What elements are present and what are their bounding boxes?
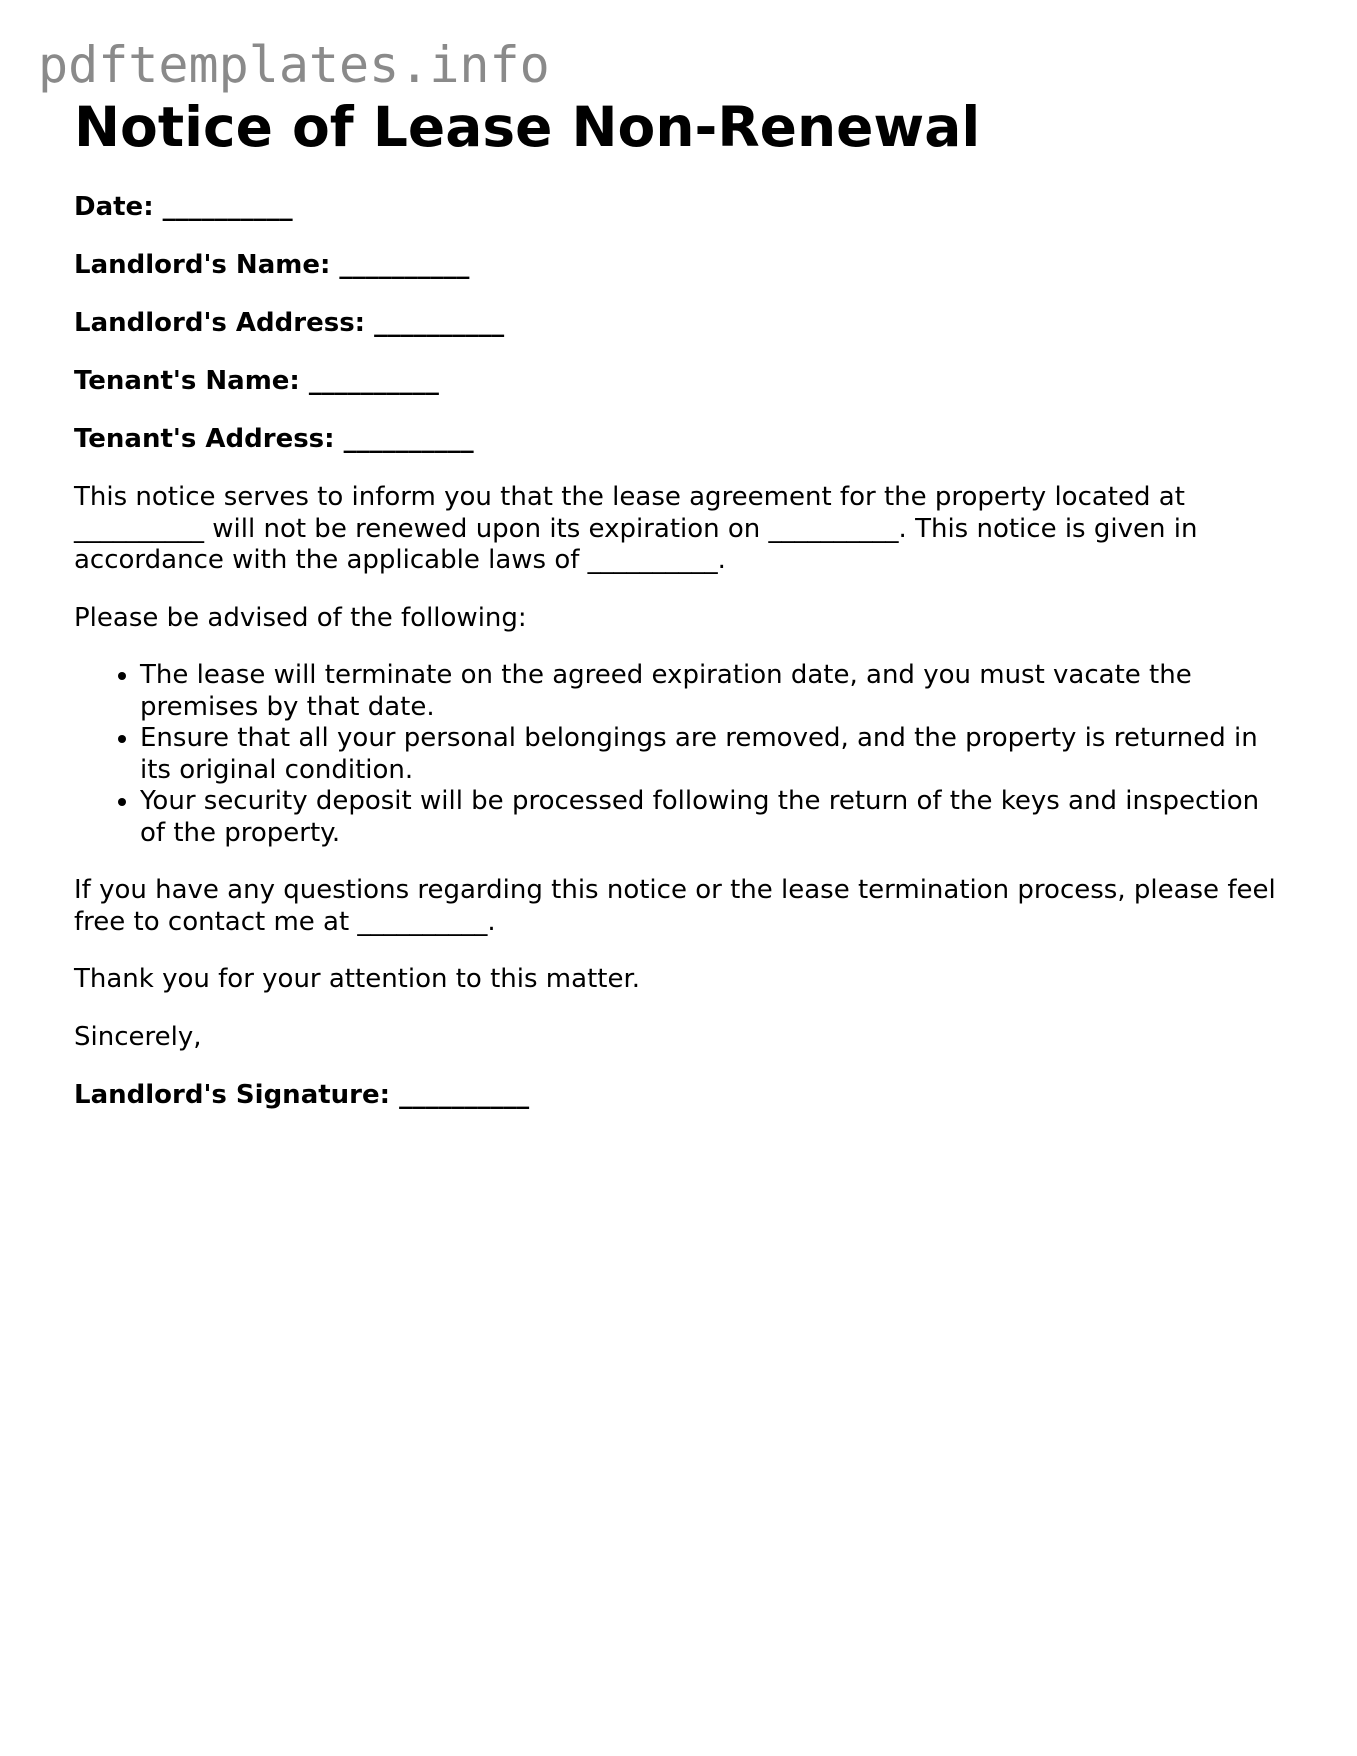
signature-field: Landlord's Signature: __________ bbox=[74, 1080, 530, 1110]
tenant-name-field: Tenant's Name: __________ bbox=[74, 366, 439, 396]
advised-paragraph: Please be advised of the following: bbox=[74, 602, 527, 633]
document-page bbox=[74, 96, 1284, 1110]
intro-paragraph: This notice serves to inform you that the lease agreement for the property located at __________ will not be renewed upon its expiration on __________. This notice is given in accordance with the applicable laws of __________. bbox=[74, 482, 1198, 575]
date-field: Date: __________ bbox=[74, 192, 293, 222]
landlord-address-field: Landlord's Address: __________ bbox=[74, 308, 505, 338]
list-item: • Your security deposit will be processed following the return of the keys and inspection of the property. bbox=[140, 786, 1284, 849]
watermark: pdftemplates.info bbox=[38, 36, 550, 94]
header-fields bbox=[74, 192, 1284, 454]
terms-list bbox=[74, 660, 1284, 849]
tenant-address-field: Tenant's Address: __________ bbox=[74, 424, 474, 454]
thanks-line: Thank you for your attention to this matter. bbox=[74, 964, 641, 994]
questions-paragraph: If you have any questions regarding this notice or the lease termination process, please feel free to contact me at __________. bbox=[74, 875, 1276, 937]
sincerely-line: Sincerely, bbox=[74, 1022, 202, 1052]
landlord-name-field: Landlord's Name: __________ bbox=[74, 250, 470, 280]
list-item: • Ensure that all your personal belongings are removed, and the property is returned in its original condition. bbox=[140, 723, 1284, 786]
list-item: • The lease will terminate on the agreed expiration date, and you must vacate the premises by that date. bbox=[140, 660, 1284, 723]
document-title: Notice of Lease Non-Renewal bbox=[74, 95, 981, 159]
